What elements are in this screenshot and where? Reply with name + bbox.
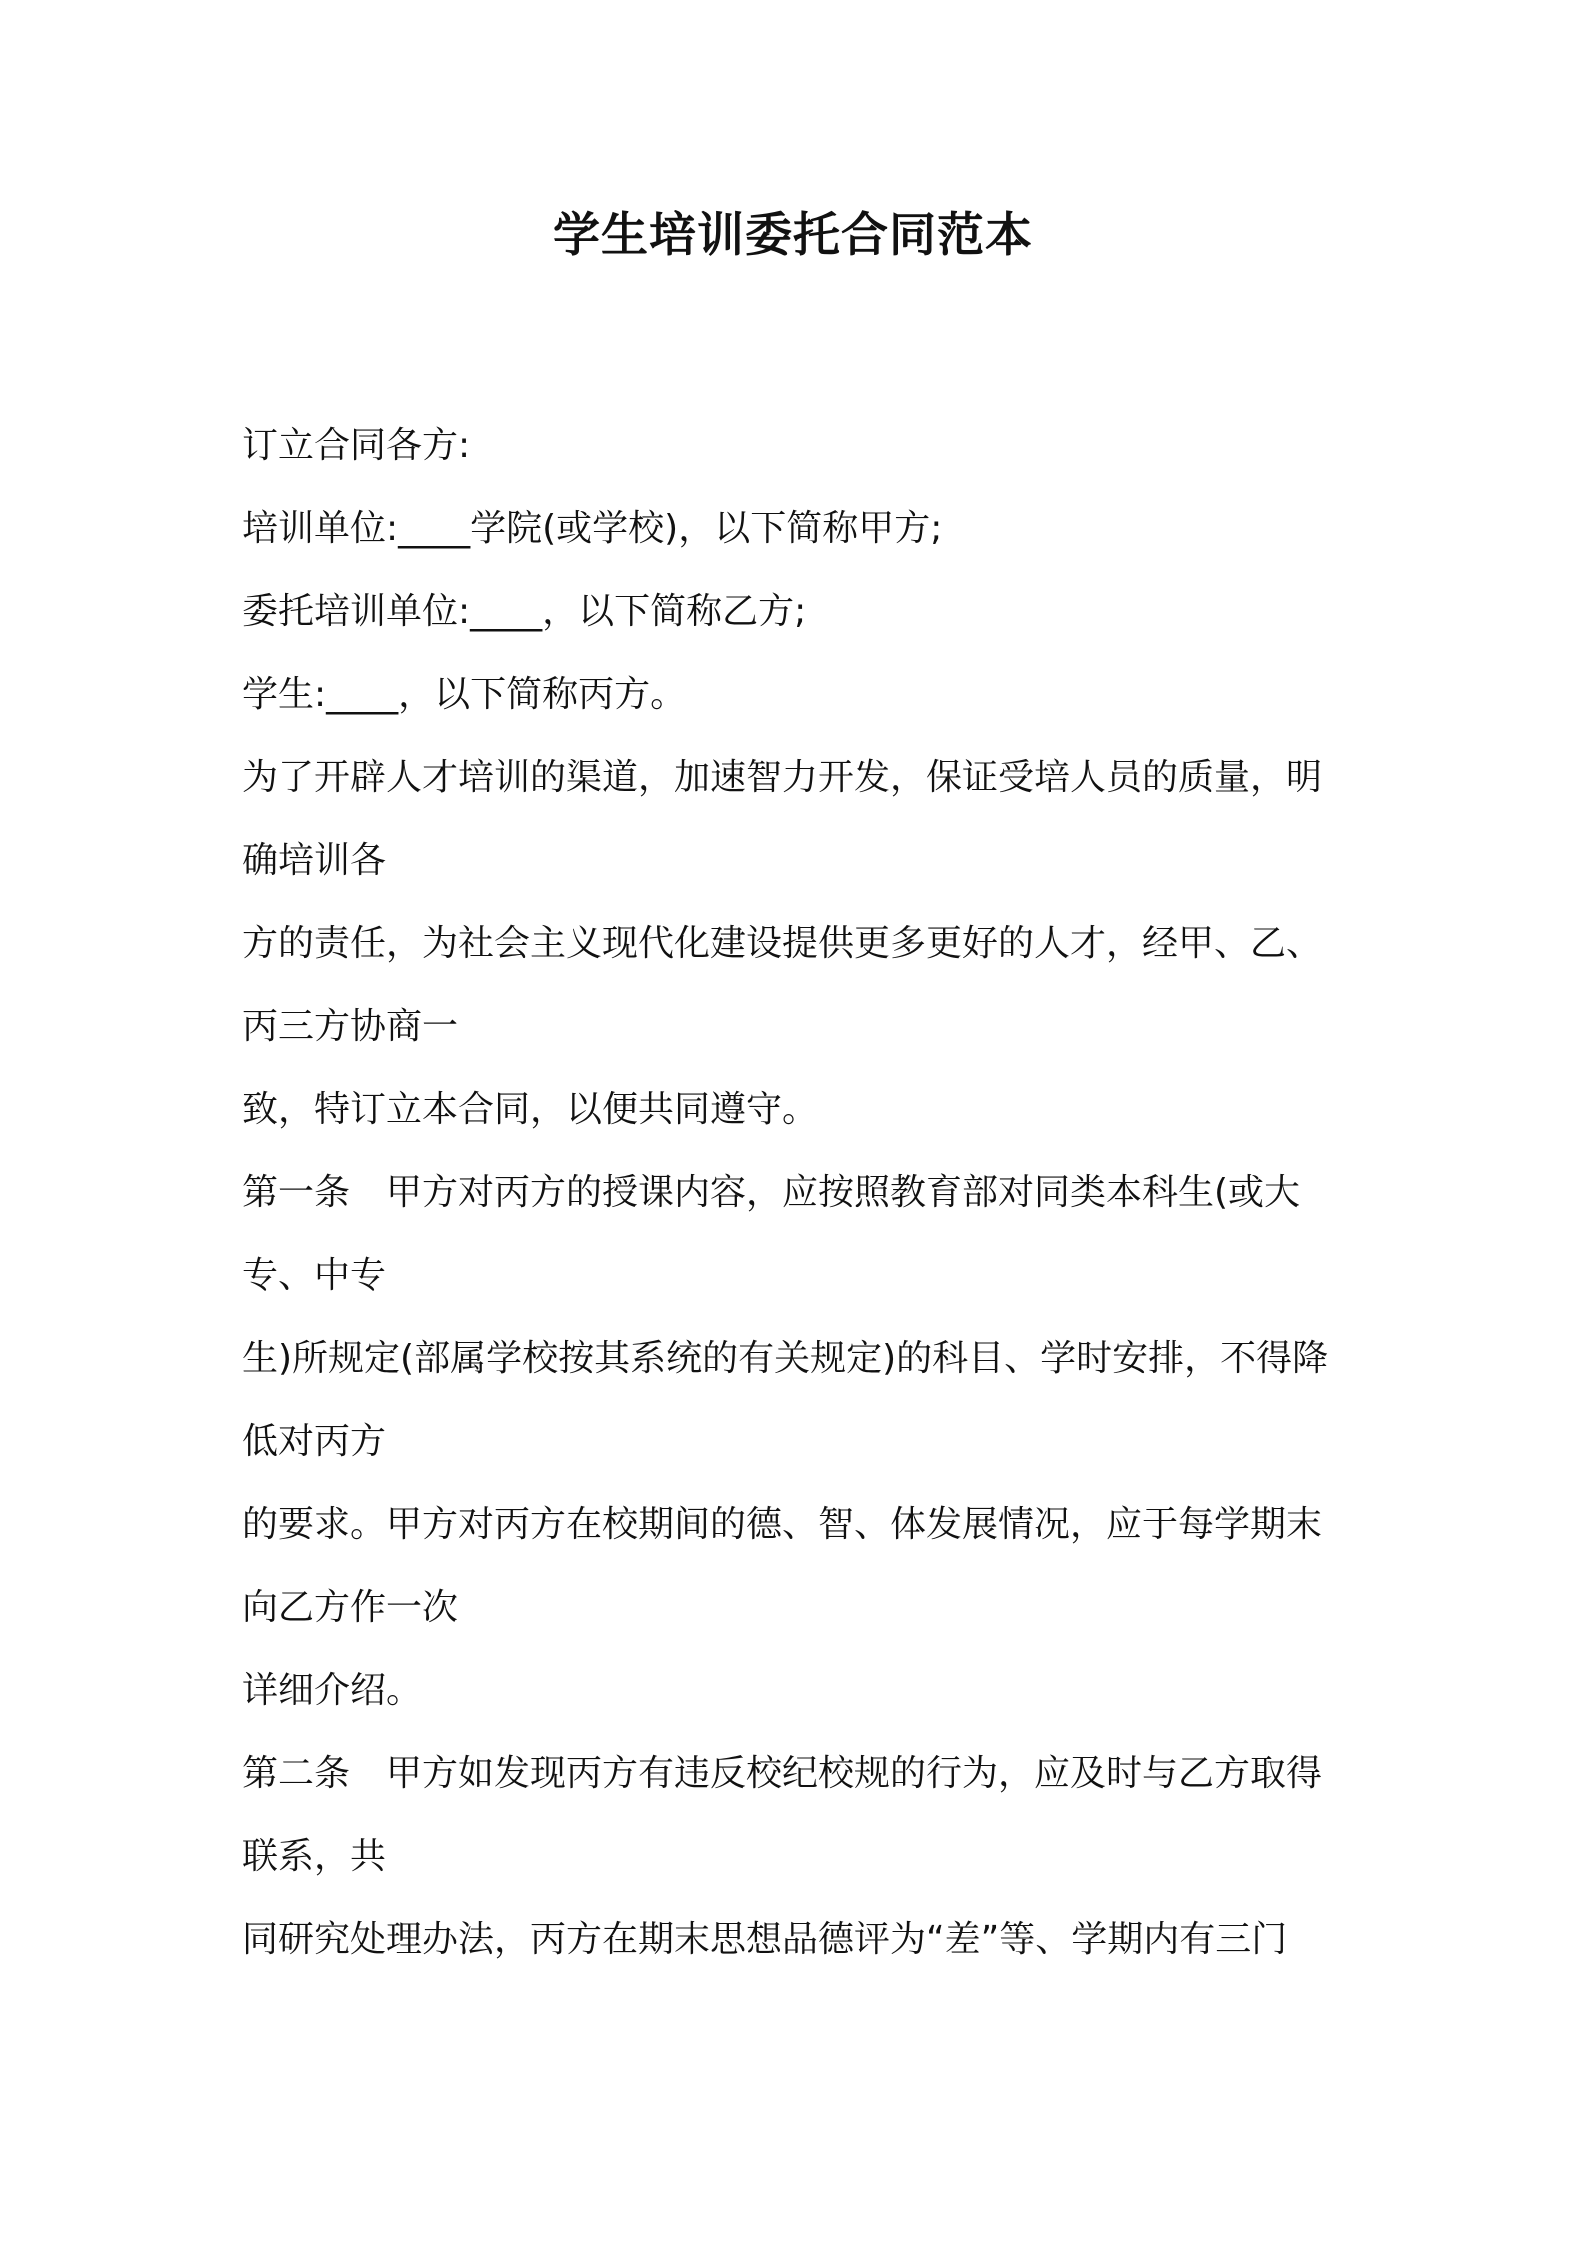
- text-line: 订立合同各方:: [242, 425, 471, 466]
- text-line: 联系，共: [242, 1836, 387, 1877]
- text-line: 生)所规定(部属学校按其系统的有关规定)的科目、学时安排，不得降: [242, 1338, 1329, 1379]
- text-line: 培训单位:____学院(或学校)，以下简称甲方;: [242, 508, 943, 549]
- text-line: 详细介绍。: [242, 1670, 423, 1711]
- document-body: [242, 404, 1362, 1981]
- text-line: 第二条 甲方如发现丙方有违反校纪校规的行为，应及时与乙方取得: [242, 1753, 1323, 1794]
- text-line: 委托培训单位:____，以下简称乙方;: [242, 591, 807, 632]
- document-title: 学生培训委托合同范本: [553, 208, 1033, 263]
- text-line: 向乙方作一次: [242, 1587, 459, 1628]
- text-line: 丙三方协商一: [242, 1006, 459, 1047]
- text-line: 致，特订立本合同，以便共同遵守。: [242, 1089, 819, 1130]
- text-line: 低对丙方: [242, 1421, 387, 1462]
- text-line: 第一条 甲方对丙方的授课内容，应按照教育部对同类本科生(或大: [242, 1172, 1301, 1213]
- text-line: 的要求。甲方对丙方在校期间的德、智、体发展情况，应于每学期末: [242, 1504, 1323, 1545]
- text-line: 确培训各: [242, 840, 387, 881]
- text-line: 方的责任，为社会主义现代化建设提供更多更好的人才，经甲、乙、: [242, 923, 1323, 964]
- text-line: 学生:____，以下简称丙方。: [242, 674, 687, 715]
- text-line: 为了开辟人才培训的渠道，加速智力开发，保证受培人员的质量，明: [242, 757, 1323, 798]
- text-line: 同研究处理办法，丙方在期末思想品德评为“差”等、学期内有三门: [242, 1919, 1288, 1960]
- text-line: 专、中专: [242, 1255, 387, 1296]
